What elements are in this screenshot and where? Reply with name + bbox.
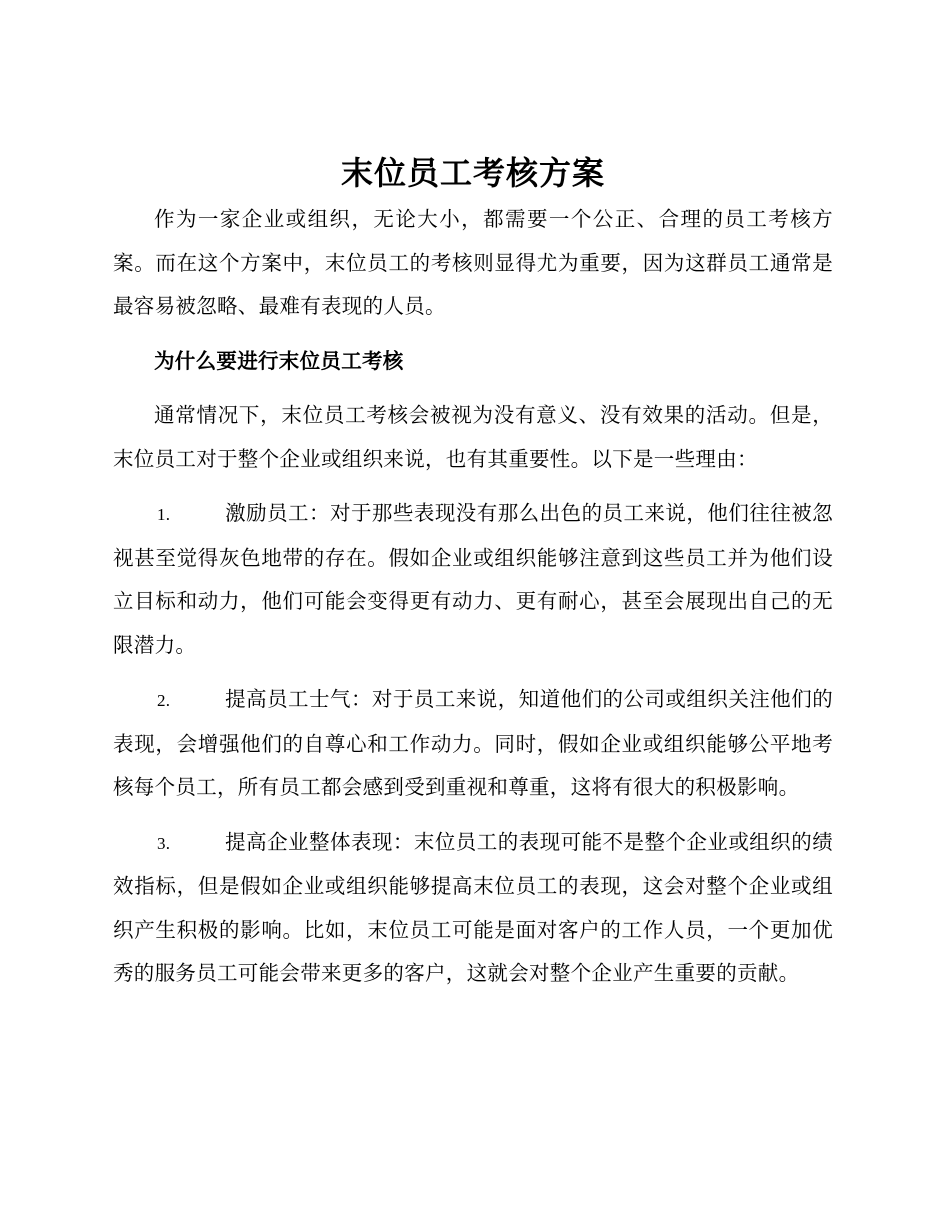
section-heading: 为什么要进行末位员工考核 — [154, 348, 404, 373]
list-item-text: 提高员工士气：对于员工来说，知道他们的公司或组织关注他们的表现，会增强他们的自尊心和工作动力。同时，假如企业或组织能够公平地考核每个员工，所有员工都会感到受到重视和尊重，这将有很大的积极影响。 — [113, 687, 833, 799]
list-item-3 — [113, 821, 833, 996]
list-item-number: 3. — [157, 833, 171, 853]
list-item-text: 提高企业整体表现：末位员工的表现可能不是整个企业或组织的绩效指标，但是假如企业或组织能够提高末位员工的表现，这会对整个企业或组织产生积极的影响。比如，末位员工可能是面对客户的工作人员，一个更加优秀的服务员工可能会带来更多的客户，这就会对整个企业产生重要的贡献。 — [113, 829, 833, 985]
list-item-text: 激励员工：对于那些表现没有那么出色的员工来说，他们往往被忽视甚至觉得灰色地带的存在。假如企业或组织能够注意到这些员工并为他们设立目标和动力，他们可能会变得更有动力、更有耐心，甚至会展现出自己的无限潜力。 — [113, 501, 833, 657]
document-body — [113, 148, 833, 996]
section-intro-paragraph: 通常情况下，末位员工考核会被视为没有意义、没有效果的活动。但是，末位员工对于整个企业或组织来说，也有其重要性。以下是一些理由： — [113, 403, 833, 471]
list-item-1 — [113, 492, 833, 667]
list-item-number: 1. — [157, 505, 171, 524]
list-item-number: 2. — [157, 691, 171, 710]
list-item-2 — [113, 678, 833, 810]
intro-paragraph: 作为一家企业或组织，无论大小，都需要一个公正、合理的员工考核方案。而在这个方案中，末位员工的考核则显得尤为重要，因为这群员工通常是最容易被忽略、最难有表现的人员。 — [113, 207, 833, 318]
document-title: 末位员工考核方案 — [340, 154, 605, 192]
